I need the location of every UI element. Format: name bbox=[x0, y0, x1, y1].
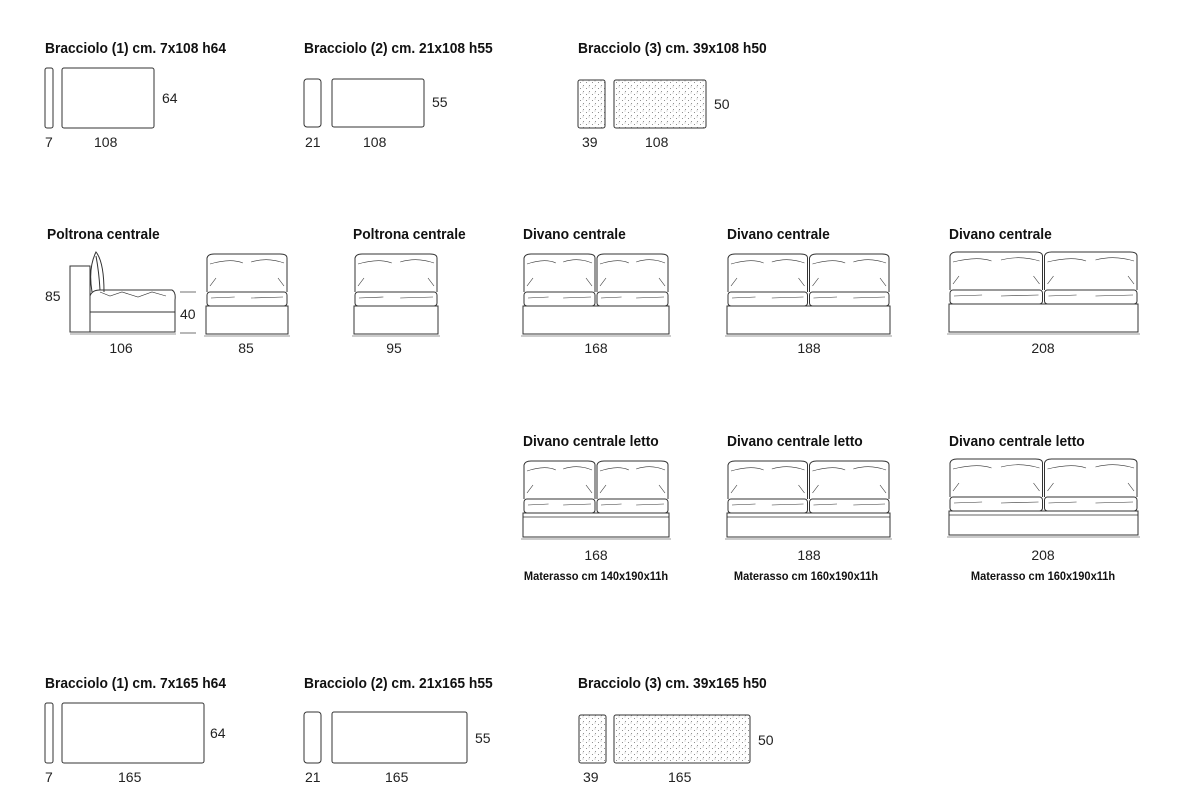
armrest-3-height: 50 bbox=[714, 96, 730, 112]
letto-2-width: 188 bbox=[797, 547, 821, 563]
armrest-2-top bbox=[332, 79, 424, 127]
divano-1-width: 168 bbox=[584, 340, 608, 356]
armrest-2-side bbox=[304, 79, 321, 127]
poltrona-1-height: 85 bbox=[45, 288, 61, 304]
poltrona-side-view bbox=[70, 252, 196, 334]
divano-2-front bbox=[725, 254, 892, 336]
armrest-3-top bbox=[614, 80, 706, 128]
poltrona-1-seat-height: 40 bbox=[180, 306, 196, 322]
poltrona-1-title: Poltrona centrale bbox=[47, 226, 160, 243]
poltrona-1-front bbox=[204, 254, 290, 336]
armrest-5-height: 55 bbox=[475, 730, 491, 746]
poltrona-2-front bbox=[352, 254, 440, 336]
letto-1-title: Divano centrale letto bbox=[523, 433, 659, 450]
letto-1-front bbox=[521, 461, 671, 539]
divano-1-title: Divano centrale bbox=[523, 226, 626, 243]
divano-2-width: 188 bbox=[797, 340, 821, 356]
armrest-4-top bbox=[62, 703, 204, 763]
divano-2-title: Divano centrale bbox=[727, 226, 830, 243]
armrest-1-side bbox=[45, 68, 53, 128]
letto-2-mattress: Materasso cm 160x190x11h bbox=[733, 569, 879, 583]
armrest-2-width: 21 bbox=[305, 134, 321, 150]
armrest-5-top bbox=[332, 712, 467, 763]
armrest-4-title: Bracciolo (1) cm. 7x165 h64 bbox=[45, 675, 227, 692]
letto-3-front bbox=[947, 459, 1140, 537]
armrest-6-length: 165 bbox=[668, 769, 692, 785]
armrest-2-title: Bracciolo (2) cm. 21x108 h55 bbox=[304, 40, 493, 57]
armrest-6-width: 39 bbox=[583, 769, 599, 785]
armrest-5-length: 165 bbox=[385, 769, 409, 785]
letto-1-width: 168 bbox=[584, 547, 608, 563]
armrest-4-length: 165 bbox=[118, 769, 142, 785]
armrest-3-width: 39 bbox=[582, 134, 598, 150]
armrest-1-title: Bracciolo (1) cm. 7x108 h64 bbox=[45, 40, 227, 57]
letto-2-title: Divano centrale letto bbox=[727, 433, 863, 450]
armrest-3-title: Bracciolo (3) cm. 39x108 h50 bbox=[578, 40, 767, 57]
letto-3-mattress: Materasso cm 160x190x11h bbox=[970, 569, 1116, 583]
divano-1-front bbox=[521, 254, 671, 336]
letto-3-width: 208 bbox=[1031, 547, 1055, 563]
divano-3-width: 208 bbox=[1031, 340, 1055, 356]
poltrona-1-depth: 106 bbox=[109, 340, 133, 356]
poltrona-1-width: 85 bbox=[238, 340, 254, 356]
armrest-4-width: 7 bbox=[45, 769, 53, 785]
poltrona-2-width: 95 bbox=[386, 340, 402, 356]
armrest-4-side bbox=[45, 703, 53, 763]
divano-3-front bbox=[947, 252, 1140, 334]
letto-2-front bbox=[725, 461, 892, 539]
armrest-3-length: 108 bbox=[645, 134, 669, 150]
armrest-3-side bbox=[578, 80, 605, 128]
armrest-6-side bbox=[579, 715, 606, 763]
armrest-5-title: Bracciolo (2) cm. 21x165 h55 bbox=[304, 675, 493, 692]
armrest-1-length: 108 bbox=[94, 134, 118, 150]
armrest-5-side bbox=[304, 712, 321, 763]
armrest-2-height: 55 bbox=[432, 94, 448, 110]
armrest-5-width: 21 bbox=[305, 769, 321, 785]
armrest-1-top bbox=[62, 68, 154, 128]
letto-3-title: Divano centrale letto bbox=[949, 433, 1085, 450]
armrest-6-height: 50 bbox=[758, 732, 774, 748]
armrest-1-height: 64 bbox=[162, 90, 178, 106]
poltrona-2-title: Poltrona centrale bbox=[353, 226, 466, 243]
armrest-2-length: 108 bbox=[363, 134, 387, 150]
divano-3-title: Divano centrale bbox=[949, 226, 1052, 243]
armrest-6-title: Bracciolo (3) cm. 39x165 h50 bbox=[578, 675, 767, 692]
armrest-6-top bbox=[614, 715, 750, 763]
letto-1-mattress: Materasso cm 140x190x11h bbox=[523, 569, 669, 583]
armrest-1-width: 7 bbox=[45, 134, 53, 150]
armrest-4-height: 64 bbox=[210, 725, 226, 741]
